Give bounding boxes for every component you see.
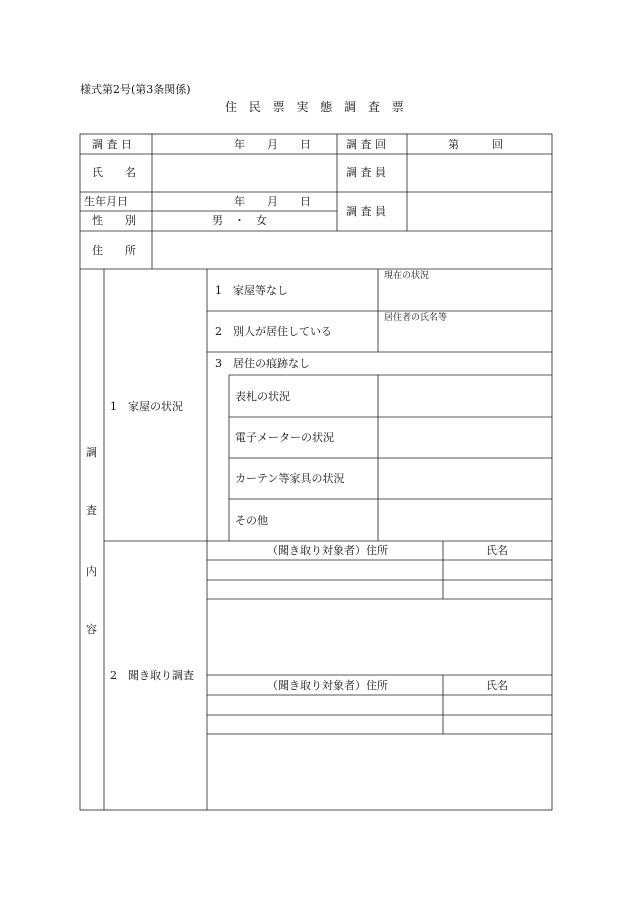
name-field[interactable]	[153, 155, 336, 191]
interview-address-field-1b[interactable]	[208, 581, 442, 598]
interview-name-field-2a[interactable]	[444, 696, 551, 714]
interview-notes-field-1[interactable]	[208, 600, 551, 674]
name-label: 氏 名	[92, 166, 136, 179]
nameplate-field[interactable]	[379, 376, 551, 416]
meter-field[interactable]	[379, 418, 551, 457]
trace-item-meter: 電子メーターの状況	[235, 431, 334, 444]
investigator-field-2[interactable]	[408, 193, 551, 230]
house-option-2[interactable]: 2 別人が居住している	[215, 325, 332, 338]
birthdate-field[interactable]: 年 月 日	[234, 195, 311, 208]
content-vertical-label-1: 調	[86, 446, 97, 459]
trace-item-furniture: カーテン等家具の状況	[235, 472, 345, 485]
content-vertical-label-4: 容	[86, 623, 97, 636]
form-title: 住 民 票 実 態 調 査 票	[225, 100, 408, 114]
survey-date-label: 調 査 日	[92, 138, 132, 151]
current-status-field[interactable]	[379, 283, 551, 310]
resident-name-note: 居住者の氏名等	[384, 313, 448, 323]
furniture-field[interactable]	[379, 459, 551, 498]
trace-item-nameplate: 表札の状況	[235, 390, 290, 403]
interview-address-header-1: （聞き取り対象者）住所	[267, 544, 388, 557]
house-option-1[interactable]: 1 家屋等なし	[215, 284, 288, 297]
current-status-note: 現在の状況	[384, 271, 430, 281]
survey-count-label: 調 査 回	[346, 138, 386, 151]
trace-item-other: その他	[235, 514, 268, 527]
house-section-label: 1 家屋の状況	[110, 400, 183, 413]
interview-name-field-1b[interactable]	[444, 581, 551, 598]
interview-address-field-2a[interactable]	[208, 696, 442, 714]
interview-address-field-1a[interactable]	[208, 561, 442, 579]
birthdate-label: 生年月日	[84, 195, 128, 208]
sex-label: 性 別	[92, 214, 136, 227]
address-field[interactable]	[153, 232, 551, 268]
other-field[interactable]	[379, 500, 551, 540]
interview-name-field-2b[interactable]	[444, 716, 551, 733]
resident-name-field[interactable]	[379, 325, 551, 351]
interview-name-header-1: 氏名	[486, 544, 508, 557]
address-label: 住 所	[92, 244, 136, 257]
content-vertical-label-3: 内	[86, 565, 97, 578]
interview-notes-field-2[interactable]	[208, 735, 551, 809]
sex-selector[interactable]: 男 ・ 女	[212, 214, 267, 227]
interview-name-header-2: 氏名	[486, 679, 508, 692]
interview-address-field-2b[interactable]	[208, 716, 442, 733]
content-vertical-label-2: 査	[86, 504, 97, 517]
survey-date-field[interactable]: 年 月 日	[234, 138, 311, 151]
interview-section-label: 2 聞き取り調査	[110, 669, 194, 682]
investigator-label-1: 調 査 員	[346, 166, 386, 179]
form-number: 様式第2号(第3条関係)	[80, 83, 191, 96]
house-option-3[interactable]: 3 居住の痕跡なし	[215, 357, 310, 370]
investigator-label-2: 調 査 員	[346, 205, 386, 218]
survey-count-field[interactable]: 第 回	[448, 138, 503, 151]
investigator-field-1[interactable]	[408, 155, 551, 191]
interview-name-field-1a[interactable]	[444, 561, 551, 579]
interview-address-header-2: （聞き取り対象者）住所	[267, 679, 388, 692]
